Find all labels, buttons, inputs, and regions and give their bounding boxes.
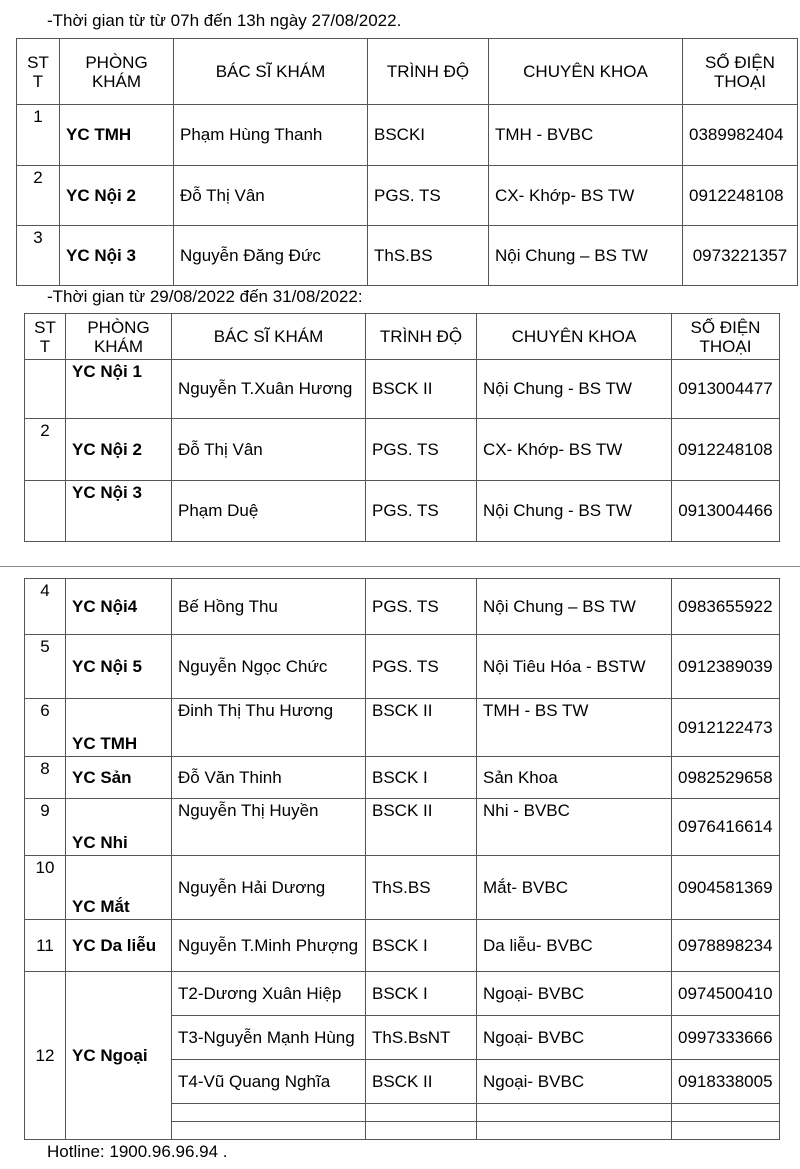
table-header-row	[17, 39, 798, 105]
table-row	[25, 799, 780, 856]
row-degree: BSCK I	[366, 972, 477, 1016]
table-row	[25, 856, 780, 920]
schedule-table-aug27	[16, 38, 798, 286]
row-room: YC Sản	[66, 757, 172, 799]
row-doctor: Nguyễn Thị Huyền	[172, 799, 366, 856]
row-specialty: CX- Khớp- BS TW	[489, 166, 683, 226]
row-room: YC TMH	[66, 699, 172, 757]
row-degree: PGS. TS	[366, 579, 477, 635]
header-phone: SỐ ĐIỆN THOẠI	[683, 39, 798, 105]
row-phone: 0913004466	[672, 481, 780, 542]
row-specialty: CX- Khớp- BS TW	[477, 419, 672, 481]
row-phone: 0389982404	[683, 105, 798, 166]
row-doctor: Nguyễn T.Minh Phượng	[172, 920, 366, 972]
row-phone: 0912122473	[672, 699, 780, 757]
table-row	[25, 972, 780, 1016]
table-row	[25, 481, 780, 542]
row-degree: BSCK I	[366, 757, 477, 799]
empty-cell	[366, 1104, 477, 1122]
page-break-divider	[0, 566, 800, 567]
row-doctor: Nguyễn Hải Dương	[172, 856, 366, 920]
row-doctor: Bế Hồng Thu	[172, 579, 366, 635]
row-degree: ThS.BS	[368, 226, 489, 286]
header-specialty: CHUYÊN KHOA	[489, 39, 683, 105]
row-phone: 0976416614	[672, 799, 780, 856]
header-doctor: BÁC SĨ KHÁM	[174, 39, 368, 105]
row-phone: 0973221357	[683, 226, 798, 286]
row-room: YC Nội 2	[60, 166, 174, 226]
table-row	[25, 920, 780, 972]
row-degree: BSCK II	[366, 360, 477, 419]
table-row	[17, 166, 798, 226]
row-phone: 0997333666	[672, 1016, 780, 1060]
row-phone: 0982529658	[672, 757, 780, 799]
row-room: YC Nhi	[66, 799, 172, 856]
table-row	[25, 757, 780, 799]
empty-cell	[672, 1122, 780, 1140]
empty-cell	[366, 1122, 477, 1140]
header-stt: ST T	[25, 314, 66, 360]
row-specialty: Sản Khoa	[477, 757, 672, 799]
row-specialty: Nội Chung - BS TW	[477, 481, 672, 542]
row-room: YC Nội 3	[60, 226, 174, 286]
row-specialty: Nội Tiêu Hóa - BSTW	[477, 635, 672, 699]
row-degree: PGS. TS	[366, 635, 477, 699]
row-degree: BSCK II	[366, 699, 477, 757]
empty-cell	[672, 1104, 780, 1122]
row-stt	[25, 360, 66, 419]
row-doctor: T3-Nguyễn Mạnh Hùng	[172, 1016, 366, 1060]
table-header-row	[25, 314, 780, 360]
row-stt: 10	[25, 856, 66, 920]
empty-cell	[172, 1122, 366, 1140]
empty-cell	[172, 1104, 366, 1122]
row-doctor: T2-Dương Xuân Hiệp	[172, 972, 366, 1016]
row-room: YC Nội4	[66, 579, 172, 635]
row-stt: 1	[17, 105, 60, 166]
row-doctor: Đỗ Thị Vân	[174, 166, 368, 226]
header-room: PHÒNG KHÁM	[60, 39, 174, 105]
row-phone: 0978898234	[672, 920, 780, 972]
row-room: YC Ngoại	[66, 972, 172, 1140]
header-stt: ST T	[17, 39, 60, 105]
row-stt: 2	[25, 419, 66, 481]
table-row	[25, 699, 780, 757]
row-stt: 9	[25, 799, 66, 856]
table-row	[25, 360, 780, 419]
row-phone: 0912248108	[672, 419, 780, 481]
row-degree: PGS. TS	[366, 481, 477, 542]
row-specialty: TMH - BS TW	[477, 699, 672, 757]
table-row	[17, 226, 798, 286]
row-specialty: Nội Chung - BS TW	[477, 360, 672, 419]
table-row	[25, 635, 780, 699]
row-stt: 5	[25, 635, 66, 699]
row-room: YC Mắt	[66, 856, 172, 920]
row-phone: 0918338005	[672, 1060, 780, 1104]
row-doctor: Phạm Hùng Thanh	[174, 105, 368, 166]
table-row	[25, 419, 780, 481]
row-specialty: Ngoại- BVBC	[477, 972, 672, 1016]
row-doctor: Nguyễn Đăng Đức	[174, 226, 368, 286]
table-row	[25, 579, 780, 635]
row-phone: 0912248108	[683, 166, 798, 226]
row-specialty: TMH - BVBC	[489, 105, 683, 166]
row-degree: ThS.BsNT	[366, 1016, 477, 1060]
row-stt: 11	[25, 920, 66, 972]
row-phone: 0912389039	[672, 635, 780, 699]
row-degree: ThS.BS	[366, 856, 477, 920]
header-specialty: CHUYÊN KHOA	[477, 314, 672, 360]
row-phone: 0913004477	[672, 360, 780, 419]
header-phone: SỐ ĐIỆN THOẠI	[672, 314, 780, 360]
row-doctor: Đỗ Văn Thinh	[172, 757, 366, 799]
row-room: YC Nội 3	[66, 481, 172, 542]
row-doctor: Đỗ Thị Vân	[172, 419, 366, 481]
row-degree: PGS. TS	[368, 166, 489, 226]
row-stt: 12	[25, 972, 66, 1140]
row-doctor: Phạm Duệ	[172, 481, 366, 542]
table-row	[17, 105, 798, 166]
row-room: YC Nội 2	[66, 419, 172, 481]
section2-heading: -Thời gian từ 29/08/2022 đến 31/08/2022:	[47, 287, 363, 306]
row-stt: 2	[17, 166, 60, 226]
row-doctor: T4-Vũ Quang Nghĩa	[172, 1060, 366, 1104]
schedule-table-aug29-31	[24, 313, 780, 542]
hotline-text: Hotline: 1900.96.96.94 .	[47, 1142, 228, 1161]
row-stt: 3	[17, 226, 60, 286]
row-degree: BSCKI	[368, 105, 489, 166]
header-degree: TRÌNH ĐỘ	[366, 314, 477, 360]
row-specialty: Ngoại- BVBC	[477, 1016, 672, 1060]
row-room: YC TMH	[60, 105, 174, 166]
row-room: YC Nội 1	[66, 360, 172, 419]
row-room: YC Da liễu	[66, 920, 172, 972]
row-stt: 8	[25, 757, 66, 799]
row-specialty: Nội Chung – BS TW	[489, 226, 683, 286]
row-phone: 0904581369	[672, 856, 780, 920]
row-specialty: Mắt- BVBC	[477, 856, 672, 920]
row-stt	[25, 481, 66, 542]
row-degree: BSCK II	[366, 1060, 477, 1104]
row-room: YC Nội 5	[66, 635, 172, 699]
header-doctor: BÁC SĨ KHÁM	[172, 314, 366, 360]
row-specialty: Nhi - BVBC	[477, 799, 672, 856]
section1-heading: -Thời gian từ từ 07h đến 13h ngày 27/08/2022.	[47, 11, 402, 30]
schedule-table-continued	[24, 578, 780, 1140]
header-degree: TRÌNH ĐỘ	[368, 39, 489, 105]
row-specialty: Nội Chung – BS TW	[477, 579, 672, 635]
row-doctor: Nguyễn T.Xuân Hương	[172, 360, 366, 419]
row-phone: 0974500410	[672, 972, 780, 1016]
row-degree: BSCK I	[366, 920, 477, 972]
row-specialty: Ngoại- BVBC	[477, 1060, 672, 1104]
empty-cell	[477, 1122, 672, 1140]
row-stt: 4	[25, 579, 66, 635]
row-doctor: Nguyễn Ngọc Chức	[172, 635, 366, 699]
row-doctor: Đinh Thị Thu Hương	[172, 699, 366, 757]
row-stt: 6	[25, 699, 66, 757]
header-room: PHÒNG KHÁM	[66, 314, 172, 360]
row-degree: BSCK II	[366, 799, 477, 856]
row-phone: 0983655922	[672, 579, 780, 635]
empty-cell	[477, 1104, 672, 1122]
row-degree: PGS. TS	[366, 419, 477, 481]
row-specialty: Da liễu- BVBC	[477, 920, 672, 972]
